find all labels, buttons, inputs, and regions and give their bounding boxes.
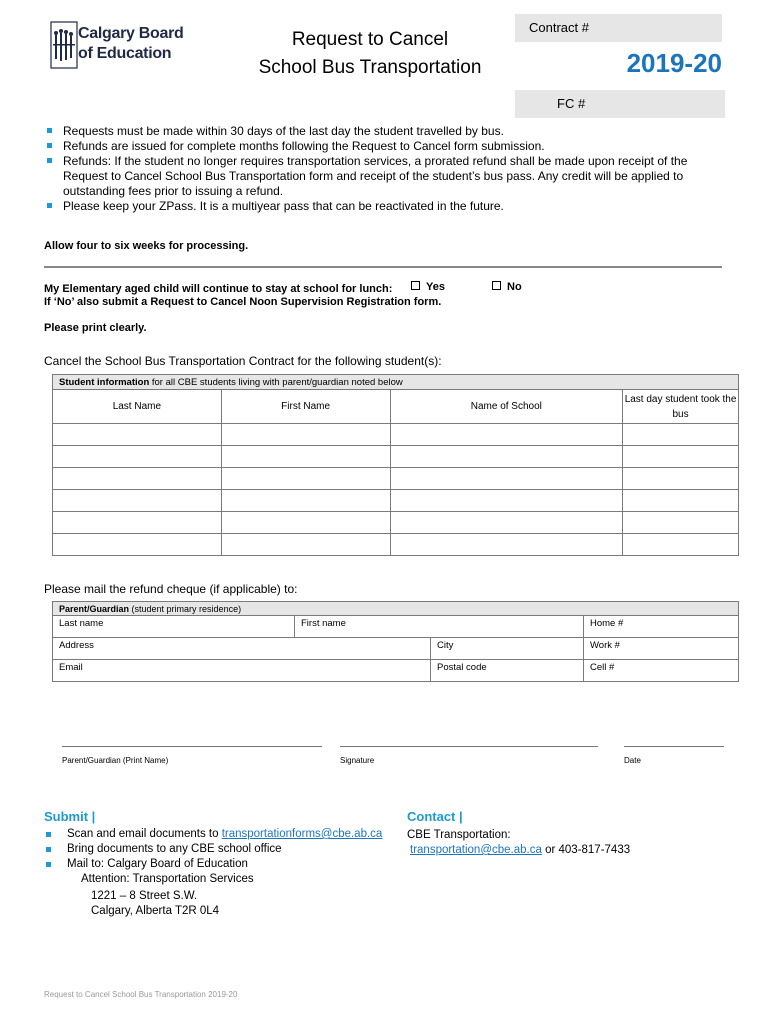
- contract-label: Contract #: [529, 20, 589, 35]
- cell-input[interactable]: [623, 490, 739, 512]
- lunch-yes-option[interactable]: [411, 281, 445, 293]
- parent-table-header: Parent/Guardian (student primary residence): [53, 602, 739, 616]
- date-line[interactable]: [624, 746, 724, 747]
- submit-heading: Submit |: [44, 809, 96, 824]
- signature-line[interactable]: [340, 746, 598, 747]
- list-item: Refunds are issued for complete months following the Request to Cancel form submission.: [44, 139, 724, 154]
- contact-dept: CBE Transportation:: [407, 829, 511, 841]
- list-item: Requests must be made within 30 days of the last day the student travelled by bus.: [44, 124, 724, 139]
- cell-input[interactable]: [53, 534, 222, 556]
- cell-input[interactable]: [390, 446, 623, 468]
- cell-input[interactable]: [53, 490, 222, 512]
- contact-phone: or 403-817-7433: [541, 844, 631, 856]
- table-row: [53, 638, 739, 660]
- parent-info-table: [52, 601, 739, 682]
- mailing-street: 1221 – 8 Street S.W.: [91, 890, 198, 902]
- cell-input[interactable]: [221, 424, 390, 446]
- cell-input[interactable]: [53, 512, 222, 534]
- guardian-name-line[interactable]: [62, 746, 322, 747]
- contact-heading: Contact |: [407, 809, 463, 824]
- table-row: [53, 468, 739, 490]
- cell-phone-field[interactable]: Cell #: [584, 660, 739, 682]
- footer-text: Request to Cancel School Bus Transportation 2019-20: [44, 990, 238, 999]
- yes-label: Yes: [426, 281, 445, 293]
- list-item: Please keep your ZPass. It is a multiyear pass that can be reactivated in the future.: [44, 199, 724, 214]
- cell-input[interactable]: [221, 490, 390, 512]
- table-row: [53, 490, 739, 512]
- cbe-logo-icon: [50, 20, 78, 70]
- cell-input[interactable]: [221, 468, 390, 490]
- cell-input[interactable]: [390, 490, 623, 512]
- cell-input[interactable]: [623, 446, 739, 468]
- cell-input[interactable]: [53, 424, 222, 446]
- cell-input[interactable]: [221, 512, 390, 534]
- requirements-list: [44, 124, 724, 214]
- form-year: 2019-20: [626, 48, 722, 78]
- cell-input[interactable]: [221, 534, 390, 556]
- table-row: [53, 446, 739, 468]
- lunch-question: My Elementary aged child will continue to stay at school for lunch:: [44, 283, 393, 295]
- student-info-table: [52, 374, 739, 556]
- date-label: Date: [624, 756, 641, 765]
- home-phone-field[interactable]: Home #: [584, 616, 739, 638]
- last-name-field[interactable]: Last name: [53, 616, 295, 638]
- cell-input[interactable]: [390, 424, 623, 446]
- processing-note: Allow four to six weeks for processing.: [44, 240, 249, 252]
- work-phone-field[interactable]: Work #: [584, 638, 739, 660]
- student-table-header: Student information for all CBE students living with parent/guardian noted below: [53, 375, 739, 390]
- fc-number-field[interactable]: [515, 90, 725, 118]
- table-row: [53, 534, 739, 556]
- cell-input[interactable]: [390, 534, 623, 556]
- contact-info: [410, 843, 630, 858]
- col-last-day: Last day student took the bus: [623, 390, 739, 424]
- yes-checkbox[interactable]: [411, 281, 420, 290]
- list-item: Bring documents to any CBE school office: [44, 842, 384, 857]
- list-item: Refunds: If the student no longer requires transportation services, a prorated refund shall be made upon receipt of the Request to Cancel School Bus Transportation form and receipt of the student’s bus pass. Any credit will be applied to outstanding fees prior to issuing a refund.: [44, 154, 724, 199]
- lunch-no-option[interactable]: [492, 281, 522, 293]
- contract-number-field[interactable]: [515, 14, 722, 42]
- first-name-field[interactable]: First name: [295, 616, 584, 638]
- guardian-name-label: Parent/Guardian (Print Name): [62, 756, 169, 765]
- list-item: Scan and email documents to transportationforms@cbe.ab.ca: [44, 827, 384, 842]
- table-row: [53, 660, 739, 682]
- cell-input[interactable]: [623, 468, 739, 490]
- fc-label: FC #: [557, 96, 586, 111]
- mailing-city: Calgary, Alberta T2R 0L4: [91, 905, 220, 917]
- cancel-intro: Cancel the School Bus Transportation Contract for the following student(s):: [44, 354, 442, 368]
- print-clearly-note: Please print clearly.: [44, 322, 147, 334]
- mailing-attention: Attention: Transportation Services: [81, 873, 254, 885]
- signature-label: Signature: [340, 756, 375, 765]
- table-row: [53, 616, 739, 638]
- col-last-name: Last Name: [53, 390, 222, 424]
- page-title: Request to Cancel School Bus Transportation: [258, 29, 482, 78]
- cell-input[interactable]: [390, 512, 623, 534]
- transportation-forms-email-link[interactable]: transportationforms@cbe.ab.ca: [221, 828, 383, 840]
- cell-input[interactable]: [623, 512, 739, 534]
- table-row: [53, 512, 739, 534]
- submit-list: [44, 827, 384, 872]
- cell-input[interactable]: [221, 446, 390, 468]
- lunch-note: If ‘No’ also submit a Request to Cancel Noon Supervision Registration form.: [44, 296, 442, 308]
- cell-input[interactable]: [390, 468, 623, 490]
- city-field[interactable]: City: [431, 638, 584, 660]
- divider: [44, 266, 722, 268]
- transportation-email-link[interactable]: transportation@cbe.ab.ca: [410, 844, 542, 856]
- no-label: No: [507, 281, 522, 293]
- postal-code-field[interactable]: Postal code: [431, 660, 584, 682]
- col-first-name: First Name: [221, 390, 390, 424]
- cell-input[interactable]: [623, 424, 739, 446]
- address-field[interactable]: Address: [53, 638, 431, 660]
- cell-input[interactable]: [53, 468, 222, 490]
- organization-name: Calgary Board of Education: [78, 25, 184, 62]
- email-field[interactable]: Email: [53, 660, 431, 682]
- cell-input[interactable]: [623, 534, 739, 556]
- table-row: [53, 424, 739, 446]
- list-item: Mail to: Calgary Board of Education: [44, 857, 384, 872]
- no-checkbox[interactable]: [492, 281, 501, 290]
- cell-input[interactable]: [53, 446, 222, 468]
- mail-intro: Please mail the refund cheque (if applicable) to:: [44, 582, 298, 596]
- col-school-name: Name of School: [390, 390, 623, 424]
